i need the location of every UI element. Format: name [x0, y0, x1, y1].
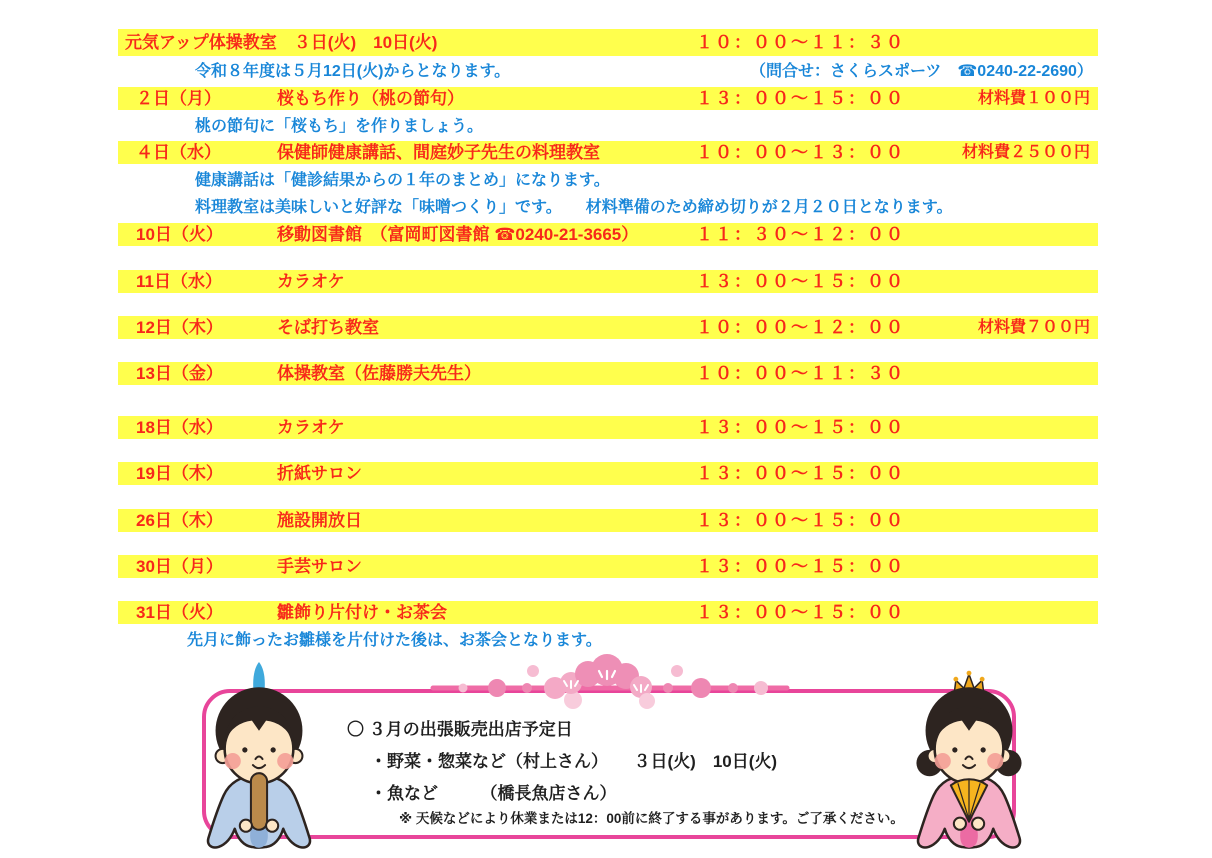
event-cost: 材料費１００円: [977, 90, 1090, 107]
event-title: 体操教室（佐藤勝夫先生）: [277, 364, 481, 383]
hina-emperor-doll: [183, 660, 335, 852]
event-time: １３：００～１５：００: [696, 89, 905, 108]
event-date: 19日（木）: [136, 464, 223, 483]
note-line: 桃の節句に「桜もち」を作りましょう。: [195, 118, 484, 135]
event-date: 26日（木）: [136, 511, 223, 530]
note-line: 健康講話は「健診結果からの１年のまとめ」になります。: [195, 172, 610, 189]
schedule-row: [118, 29, 1098, 56]
schedule-row: [118, 462, 1098, 485]
event-time: １３：００～１５：００: [696, 272, 905, 291]
schedule-row: [118, 601, 1098, 624]
plum-blossom-garland: [425, 646, 795, 716]
event-time: １３：００～１５：００: [696, 418, 905, 437]
event-cost: 材料費２５００円: [961, 144, 1090, 161]
event-title: 桜もち作り（桃の節句）: [277, 89, 464, 108]
event-title: カラオケ: [277, 418, 345, 437]
event-date: 10日（火）: [136, 225, 223, 244]
event-title: カラオケ: [277, 272, 345, 291]
note-line: 先月に飾ったお雛様を片付けた後は、お茶会となります。: [187, 632, 602, 649]
event-time: １０：００～１１：３０: [696, 364, 905, 383]
event-time: １０：００～１１：３０: [696, 33, 905, 52]
event-date: ４日（水）: [136, 143, 221, 162]
vendor-line: ・野菜・惣菜など（村上さん） ３日(火) 10日(火): [370, 752, 778, 771]
event-time: １３：００～１５：００: [696, 464, 905, 483]
event-date: 18日（水）: [136, 418, 223, 437]
event-title: 施設開放日: [277, 511, 362, 530]
contact-info: （問合せ：さくらスポーツ ☎0240-22-2690）: [750, 63, 1093, 80]
event-time: １３：００～１５：００: [696, 603, 905, 622]
event-title: 移動図書館 （富岡町図書館 ☎0240-21-3665）: [277, 225, 639, 244]
vendor-line: ・魚など （橋長魚店さん）: [370, 784, 617, 803]
event-date: 12日（木）: [136, 318, 223, 337]
event-title: 雛飾り片付け・お茶会: [277, 603, 447, 622]
event-title: 保健師健康講話、間庭妙子先生の料理教室: [277, 143, 600, 162]
event-time: １３：００～１５：００: [696, 511, 905, 530]
event-date: 13日（金）: [136, 364, 223, 383]
schedule-row: [118, 316, 1098, 339]
event-time: １０：００～１２：００: [696, 318, 905, 337]
schedule-row: [118, 87, 1098, 110]
event-time: １０：００～１３：００: [696, 143, 905, 162]
schedule-row: [118, 416, 1098, 439]
sale-disclaimer: ※ 天候などにより休業または12：00前に終了する事があります。ご了承ください。: [399, 811, 904, 826]
event-date: 11日（水）: [136, 272, 222, 291]
event-date: ２日（月）: [136, 89, 221, 108]
schedule-row: [118, 141, 1098, 164]
event-title: そば打ち教室: [277, 318, 379, 337]
event-date: 30日（月）: [136, 557, 223, 576]
event-title: 手芸サロン: [277, 557, 362, 576]
event-title: 折紙サロン: [277, 464, 362, 483]
event-date: 31日（火）: [136, 603, 223, 622]
event-time: １３：００～１５：００: [696, 557, 905, 576]
schedule-row: [118, 509, 1098, 532]
schedule-row: [118, 270, 1098, 293]
event-time: １１：３０～１２：００: [696, 225, 905, 244]
schedule-row: [118, 555, 1098, 578]
event-cost: 材料費７００円: [977, 319, 1090, 336]
schedule-row: [118, 362, 1098, 385]
schedule-row: [118, 223, 1098, 246]
sale-heading: 〇 ３月の出張販売出店予定日: [347, 720, 573, 739]
note-line: 令和８年度は５月12日(火)からとなります。: [195, 63, 511, 80]
event-title: 元気アップ体操教室 ３日(火) 10日(火): [125, 33, 438, 52]
hina-empress-doll: [893, 660, 1045, 852]
note-line: 料理教室は美味しいと好評な「味噌つくり」です。 材料準備のため締め切りが２月２０日となります。: [195, 199, 953, 216]
